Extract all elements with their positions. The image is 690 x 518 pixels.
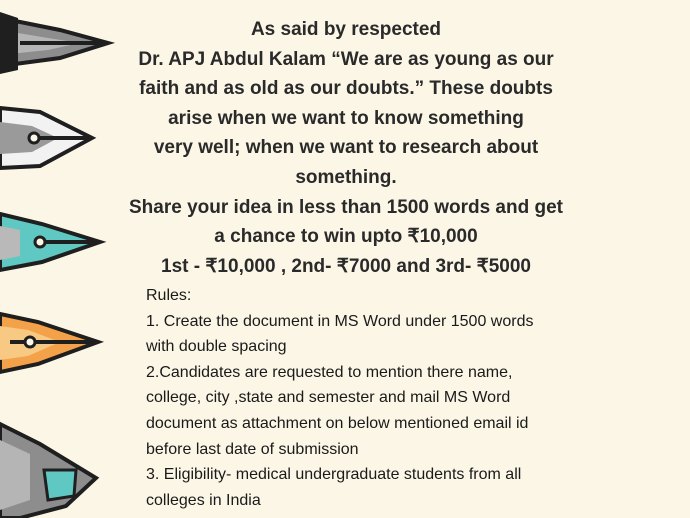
rule-line: before last date of submission [146,440,359,458]
rule-line: with double spacing [146,338,287,356]
announcement-line: something. [295,166,397,188]
rules-section [146,283,586,513]
pen-nib-icon [0,424,96,518]
pen-nib-icon [0,214,100,270]
rule-line: college, city ,state and semester and mail MS Word [146,389,511,407]
pen-nib-decoration [0,0,120,518]
pen-nib-icon [0,108,92,168]
announcement-line: Dr. APJ Abdul Kalam “We are as young as our [138,48,554,70]
pen-nib-icon [0,12,108,74]
call-to-action-line: a chance to win upto ₹10,000 [214,226,478,248]
rules-title: Rules: [146,287,192,304]
rule-line: document as attachment on below mentioned email id [146,414,529,432]
announcement-line: As said by respected [250,19,442,40]
announcement-text [108,15,584,281]
rule-line: 3. Eligibility- medical undergraduate students from all [146,466,522,484]
announcement-line: very well; when we want to research about [153,137,539,159]
announcement-line: faith and as old as our doubts.” These doubts [139,78,553,100]
rule-line: 1. Create the document in MS Word under 1500 words [146,312,534,330]
call-to-action-line: Share your idea in less than 1500 words and get [129,196,563,218]
prize-line: 1st - ₹10,000 , 2nd- ₹7000 and 3rd- ₹5000 [161,255,531,277]
rule-line: colleges in India [146,491,261,509]
pen-nib-icon [0,314,98,372]
announcement-line: arise when we want to know something [168,107,524,129]
rule-line: 2.Candidates are requested to mention there name, [146,363,513,381]
